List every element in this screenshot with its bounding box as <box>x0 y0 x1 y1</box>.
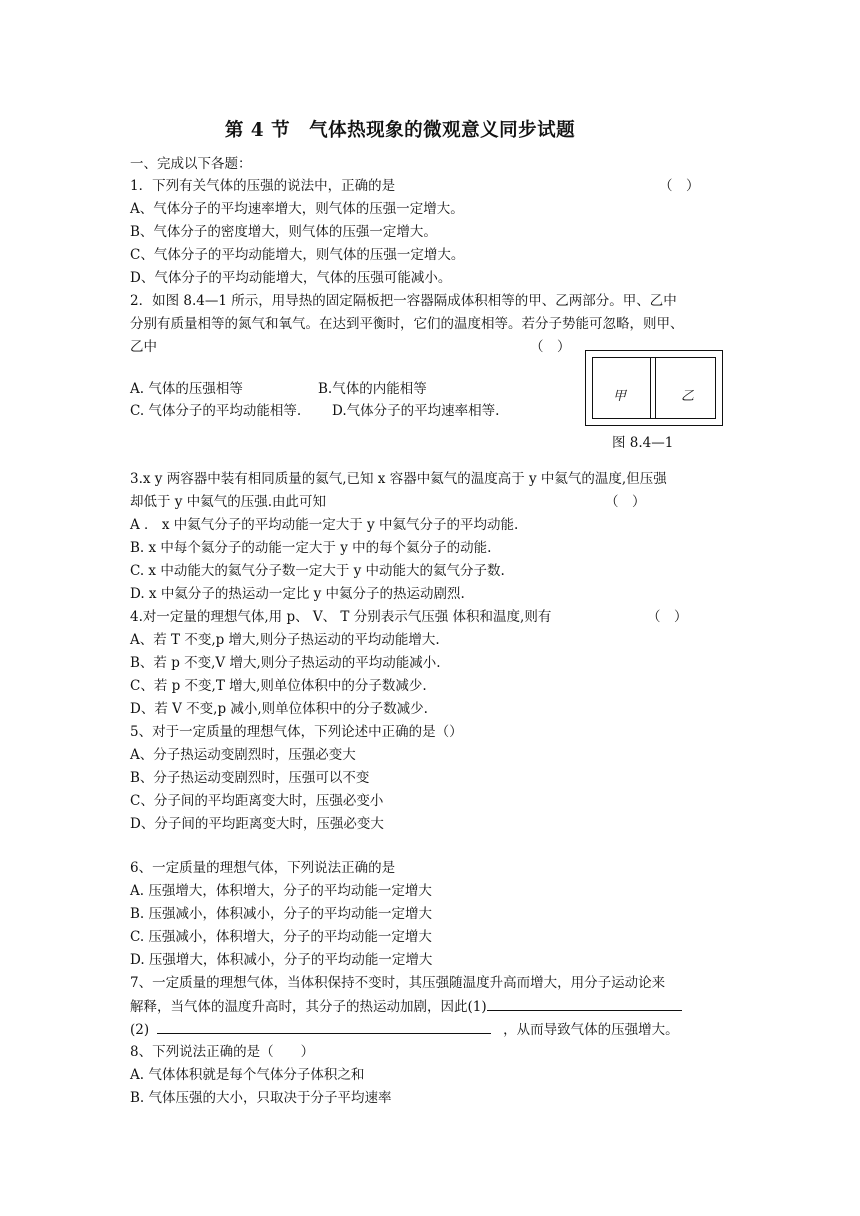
page-title: 第 4 节 气体热现象的微观意义同步试题 <box>224 120 576 141</box>
q4-option-a: A、若 T 不变,p 增大,则分子热运动的平均动能增大. <box>130 632 440 648</box>
q3-option-c: C. x 中动能大的氦气分子数一定大于 y 中动能大的氦气分子数. <box>130 563 505 579</box>
q6-option-d: D. 压强增大，体积减小，分子的平均动能一定增大 <box>130 952 433 968</box>
q7-line-1: 7、一定质量的理想气体，当体积保持不变时，其压强随温度升高而增大，用分子运动论来 <box>130 975 666 991</box>
q7-line-2 <box>130 996 682 1017</box>
partition-line-right <box>655 358 656 418</box>
q7-tail: ，从而导致气体的压强增大。 <box>503 1022 679 1038</box>
q7-blank-1 <box>487 996 682 1011</box>
q5-option-c: C、分子间的平均距离变大时，压强必变小 <box>130 793 384 809</box>
q1-option-c: C、气体分子的平均动能增大，则气体的压强一定增大。 <box>130 247 465 263</box>
q1-option-a: A、气体分子的平均速率增大，则气体的压强一定增大。 <box>130 201 464 217</box>
q2-option-a: A. 气体的压强相等 <box>130 381 243 397</box>
q6-option-c: C. 压强减小，体积增大，分子的平均动能一定增大 <box>130 929 432 945</box>
q7-line-2-text: 解释，当气体的温度升高时，其分子的热运动加剧，因此(1) <box>130 999 487 1015</box>
q6-stem: 6、一定质量的理想气体，下列说法正确的是 <box>130 860 396 876</box>
q6-option-b: B. 压强减小，体积减小，分子的平均动能一定增大 <box>130 906 433 922</box>
q1-option-b: B、气体分子的密度增大，则气体的压强一定增大。 <box>130 224 437 240</box>
q5-option-b: B、分子热运动变剧烈时，压强可以不变 <box>130 770 370 786</box>
figure-label-yi: 乙 <box>681 389 695 404</box>
figure-label-jia: 甲 <box>613 389 627 404</box>
section-heading: 一、完成以下各题： <box>130 156 252 172</box>
q7-blank-2 <box>157 1019 491 1034</box>
q8-stem: 8、下列说法正确的是（ ） <box>130 1044 315 1060</box>
q4-option-b: B、若 p 不变,V 增大,则分子热运动的平均动能减小. <box>130 655 441 671</box>
q3-line-1: 3.x y 两容器中装有相同质量的氦气,已知 x 容器中氦气的温度高于 y 中氦气的温度,但压强 <box>130 471 667 487</box>
q4-option-c: C、若 p 不变,T 增大,则单位体积中的分子数减少. <box>130 678 427 694</box>
q1-stem: 1．下列有关气体的压强的说法中，正确的是 <box>130 178 396 194</box>
figure-caption: 图 8.4—1 <box>612 435 674 451</box>
q7-blank-2-label: (2) <box>130 1022 150 1038</box>
q4-answer-paren: （ ） <box>647 609 688 625</box>
q3-option-d: D. x 中氦分子的热运动一定比 y 中氦分子的热运动剧烈. <box>130 586 465 602</box>
q2-line-3: 乙中 <box>130 339 157 355</box>
q1-answer-paren: （ ） <box>659 178 700 194</box>
q3-line-2: 却低于 y 中氦气的压强.由此可知 <box>130 494 327 510</box>
q1-option-d: D、气体分子的平均动能增大，气体的压强可能减小。 <box>130 270 452 286</box>
partition-line-left <box>650 358 651 418</box>
q2-line-1: 2．如图 8.4—1 所示，用导热的固定隔板把一容器隔成体积相等的甲、乙两部分。甲、乙中 <box>130 293 677 309</box>
q2-option-c: C. 气体分子的平均动能相等. <box>130 403 302 419</box>
q5-option-d: D、分子间的平均距离变大时，压强必变大 <box>130 816 384 832</box>
container-figure <box>585 350 723 426</box>
q6-option-a: A. 压强增大，体积增大，分子的平均动能一定增大 <box>130 883 432 899</box>
q3-answer-paren: （ ） <box>605 494 646 510</box>
container-box <box>592 357 716 419</box>
q8-option-b: B. 气体压强的大小，只取决于分子平均速率 <box>130 1090 392 1106</box>
q8-option-a: A. 气体体积就是每个气体分子体积之和 <box>130 1067 365 1083</box>
q5-option-a: A、分子热运动变剧烈时，压强必变大 <box>130 747 356 763</box>
q2-option-d: D.气体分子的平均速率相等. <box>332 403 500 419</box>
q3-option-b: B. x 中每个氦分子的动能一定大于 y 中的每个氦分子的动能. <box>130 540 492 556</box>
q3-option-a: A ． x 中氦气分子的平均动能一定大于 y 中氦气分子的平均动能. <box>130 517 519 533</box>
q7-line-3 <box>130 1019 679 1040</box>
q2-line-2: 分别有质量相等的氮气和氧气。在达到平衡时，它们的温度相等。若分子势能可忽略，则甲、 <box>130 316 684 332</box>
q5-stem: 5、对于一定质量的理想气体，下列论述中正确的是（） <box>130 724 463 740</box>
q2-answer-paren: （ ） <box>530 339 571 355</box>
q4-option-d: D、若 V 不变,p 减小,则单位体积中的分子数减少. <box>130 701 428 717</box>
q4-stem: 4.对一定量的理想气体,用 p、 V、 T 分别表示气压强 体积和温度,则有 <box>130 609 552 625</box>
q2-option-b: B.气体的内能相等 <box>318 381 427 397</box>
